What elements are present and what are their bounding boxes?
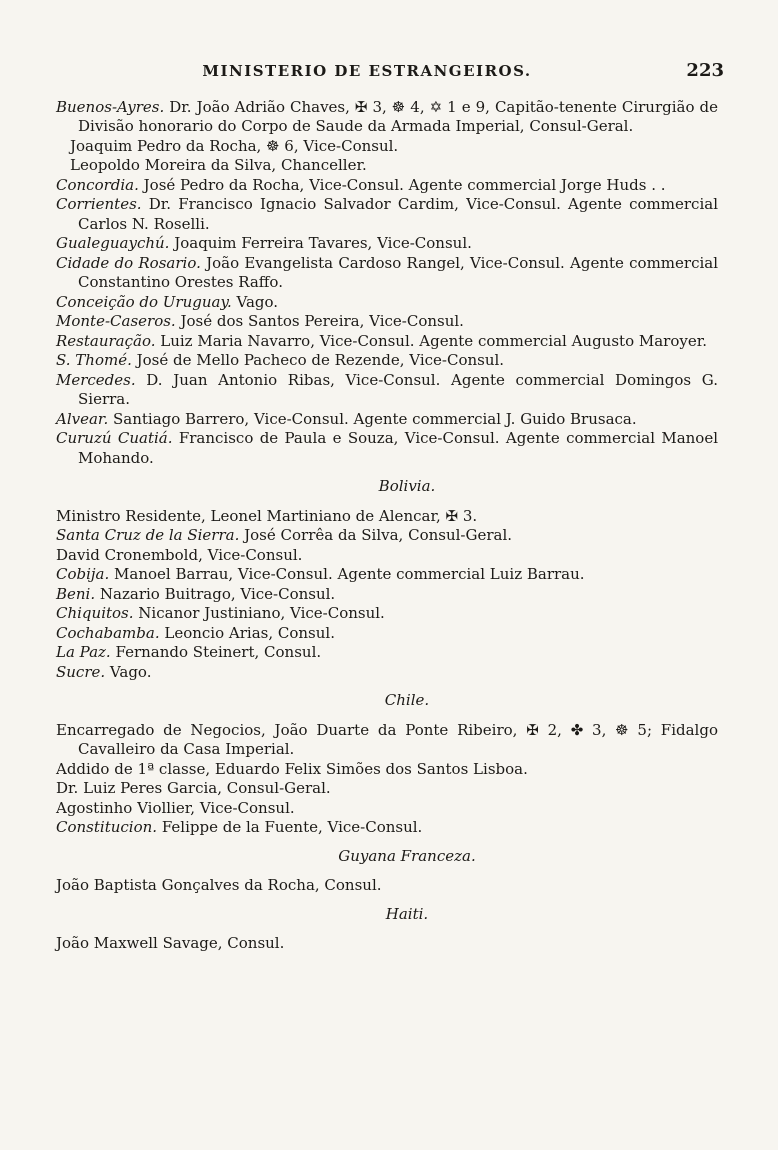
entry-text: João Maxwell Savage, Consul. xyxy=(56,934,285,952)
entry-text: Joaquim Ferreira Tavares, Vice-Consul. xyxy=(169,234,472,252)
argentina-section xyxy=(56,98,718,469)
place-name: Alvear. xyxy=(56,409,109,428)
place-name: Concordia. xyxy=(56,175,139,194)
entry-beni xyxy=(56,585,718,605)
entry-text: Dr. João Adrião Chaves, ✠ 3, ☸ 4, ✡ 1 e 9, Capitão-tenente Cirurgião de Divisão honorario do Corpo de Saude da Armada Imperial, Consul-Geral. xyxy=(78,97,718,135)
entry-text: Fernando Steinert, Consul. xyxy=(110,643,322,661)
entry-text: Leopoldo Moreira da Silva, Chanceller. xyxy=(70,156,367,174)
entry-text: Addido de 1ª classe, Eduardo Felix Simões dos Santos Lisboa. xyxy=(56,759,528,778)
entry-text: Luiz Maria Navarro, Vice-Consul. Agente commercial Augusto Maroyer. xyxy=(155,331,708,350)
entry-vice-consul xyxy=(56,546,718,566)
entry-text: Vago. xyxy=(105,662,152,681)
entry-text: Francisco de Paula e Souza, Vice-Consul. Agente commercial Manoel Mohando. xyxy=(78,429,718,467)
place-name: S. Thomé. xyxy=(56,351,132,369)
place-name: Buenos-Ayres. xyxy=(56,97,165,116)
entry-text: José Corrêa da Silva, Consul-Geral. xyxy=(239,526,513,544)
place-name: Chiquitos. xyxy=(56,604,134,622)
entry-text: Leoncio Arias, Consul. xyxy=(159,623,335,642)
place-name: Curuzú Cuatiá. xyxy=(56,429,173,447)
entry-text: Vago. xyxy=(231,292,279,311)
page-title: MINISTERIO DE ESTRANGEIROS. xyxy=(202,62,532,80)
entry-addido xyxy=(56,760,718,780)
entry-text: João Baptista Gonçalves da Rocha, Consul. xyxy=(56,876,382,894)
place-name: Santa Cruz de la Sierra. xyxy=(56,526,240,544)
place-name: Cochabamba. xyxy=(56,623,160,642)
chile-section xyxy=(56,721,718,838)
bolivia-section xyxy=(56,507,718,683)
entry-curuzu-cuatia xyxy=(56,429,718,468)
entry-cobija xyxy=(56,565,718,585)
entry-text: Santiago Barrero, Vice-Consul. Agente commercial J. Guido Brusaca. xyxy=(108,409,637,428)
entry-constitucion xyxy=(56,818,718,838)
entry-ministro-residente xyxy=(56,507,718,527)
entry-chiquitos xyxy=(56,604,718,624)
entry-text: Ministro Residente, Leonel Martiniano de Alencar, ✠ 3. xyxy=(56,506,478,525)
entry-concordia xyxy=(56,176,718,196)
entry-text: D. Juan Antonio Ribas, Vice-Consul. Agente commercial Domingos G. Sierra. xyxy=(78,370,718,408)
entry-cochabamba xyxy=(56,624,718,644)
entry-consul xyxy=(56,876,718,896)
place-name: Cidade do Rosario. xyxy=(56,253,201,272)
entry-sucre xyxy=(56,663,718,683)
place-name: Restauração. xyxy=(56,331,156,350)
entry-corrientes xyxy=(56,195,718,234)
entry-conceicao xyxy=(56,293,718,313)
entry-text: David Cronembold, Vice-Consul. xyxy=(56,545,303,564)
entry-buenos-ayres xyxy=(56,98,718,137)
entry-vice-consul xyxy=(56,799,718,819)
entry-text: Nazario Buitrago, Vice-Consul. xyxy=(95,584,336,603)
section-title-bolivia: Bolivia. xyxy=(378,477,436,495)
place-name: Cobija. xyxy=(56,565,110,583)
entry-vice-consul xyxy=(56,137,718,157)
entry-consul-geral xyxy=(56,779,718,799)
place-name: Beni. xyxy=(56,584,96,603)
guyana-section xyxy=(56,876,718,896)
place-name: La Paz. xyxy=(56,643,111,661)
entry-alvear xyxy=(56,410,718,430)
section-title-guyana: Guyana Franceza. xyxy=(338,846,476,865)
entry-consul xyxy=(56,934,718,954)
page-number: 223 xyxy=(686,60,724,81)
entry-s-thome xyxy=(56,351,718,371)
entry-gualeguaychu xyxy=(56,234,718,254)
place-name: Sucre. xyxy=(56,662,106,681)
place-name: Mercedes. xyxy=(56,370,136,389)
entry-text: João Evangelista Cardoso Rangel, Vice-Consul. Agente commercial Constantino Orestes Raffo. xyxy=(78,253,719,291)
place-name: Monte-Caseros. xyxy=(56,312,176,330)
entry-text: Felippe de la Fuente, Vice-Consul. xyxy=(157,818,423,836)
entry-text: Dr. Francisco Ignacio Salvador Cardim, Vice-Consul. Agente commercial Carlos N. Roselli. xyxy=(78,195,718,233)
entry-text: Manoel Barrau, Vice-Consul. Agente commercial Luiz Barrau. xyxy=(109,565,585,583)
entry-mercedes xyxy=(56,371,718,410)
entry-text: Dr. Luiz Peres Garcia, Consul-Geral. xyxy=(56,779,331,797)
entry-text: Joaquim Pedro da Rocha, ☸ 6, Vice-Consul. xyxy=(70,136,399,155)
section-title-chile: Chile. xyxy=(384,691,430,709)
entry-text: José Pedro da Rocha, Vice-Consul. Agente commercial Jorge Huds . . xyxy=(138,175,666,194)
entry-encarregado xyxy=(56,721,718,760)
haiti-section xyxy=(56,934,718,954)
entry-monte-caseros xyxy=(56,312,718,332)
entry-text: Agostinho Viollier, Vice-Consul. xyxy=(56,798,295,817)
place-name: Gualeguaychú. xyxy=(56,234,170,252)
entry-chanceller xyxy=(56,156,718,176)
entry-text: Encarregado de Negocios, João Duarte da Ponte Ribeiro, ✠ 2, ✤ 3, ☸ 5; Fidalgo Cavalleiro da Casa Imperial. xyxy=(56,720,718,758)
place-name: Corrientes. xyxy=(56,195,142,213)
entry-text: José de Mello Pacheco de Rezende, Vice-Consul. xyxy=(131,351,505,369)
entry-santa-cruz xyxy=(56,526,718,546)
entry-restauracao xyxy=(56,332,718,352)
section-title-haiti: Haiti. xyxy=(385,904,429,923)
entry-text: Nicanor Justiniano, Vice-Consul. xyxy=(133,604,385,622)
page-header xyxy=(56,60,724,82)
entry-la-paz xyxy=(56,643,718,663)
entry-rosario xyxy=(56,254,718,293)
place-name: Conceição do Uruguay. xyxy=(56,292,232,311)
entry-text: José dos Santos Pereira, Vice-Consul. xyxy=(175,312,464,330)
place-name: Constitucion. xyxy=(56,818,158,836)
